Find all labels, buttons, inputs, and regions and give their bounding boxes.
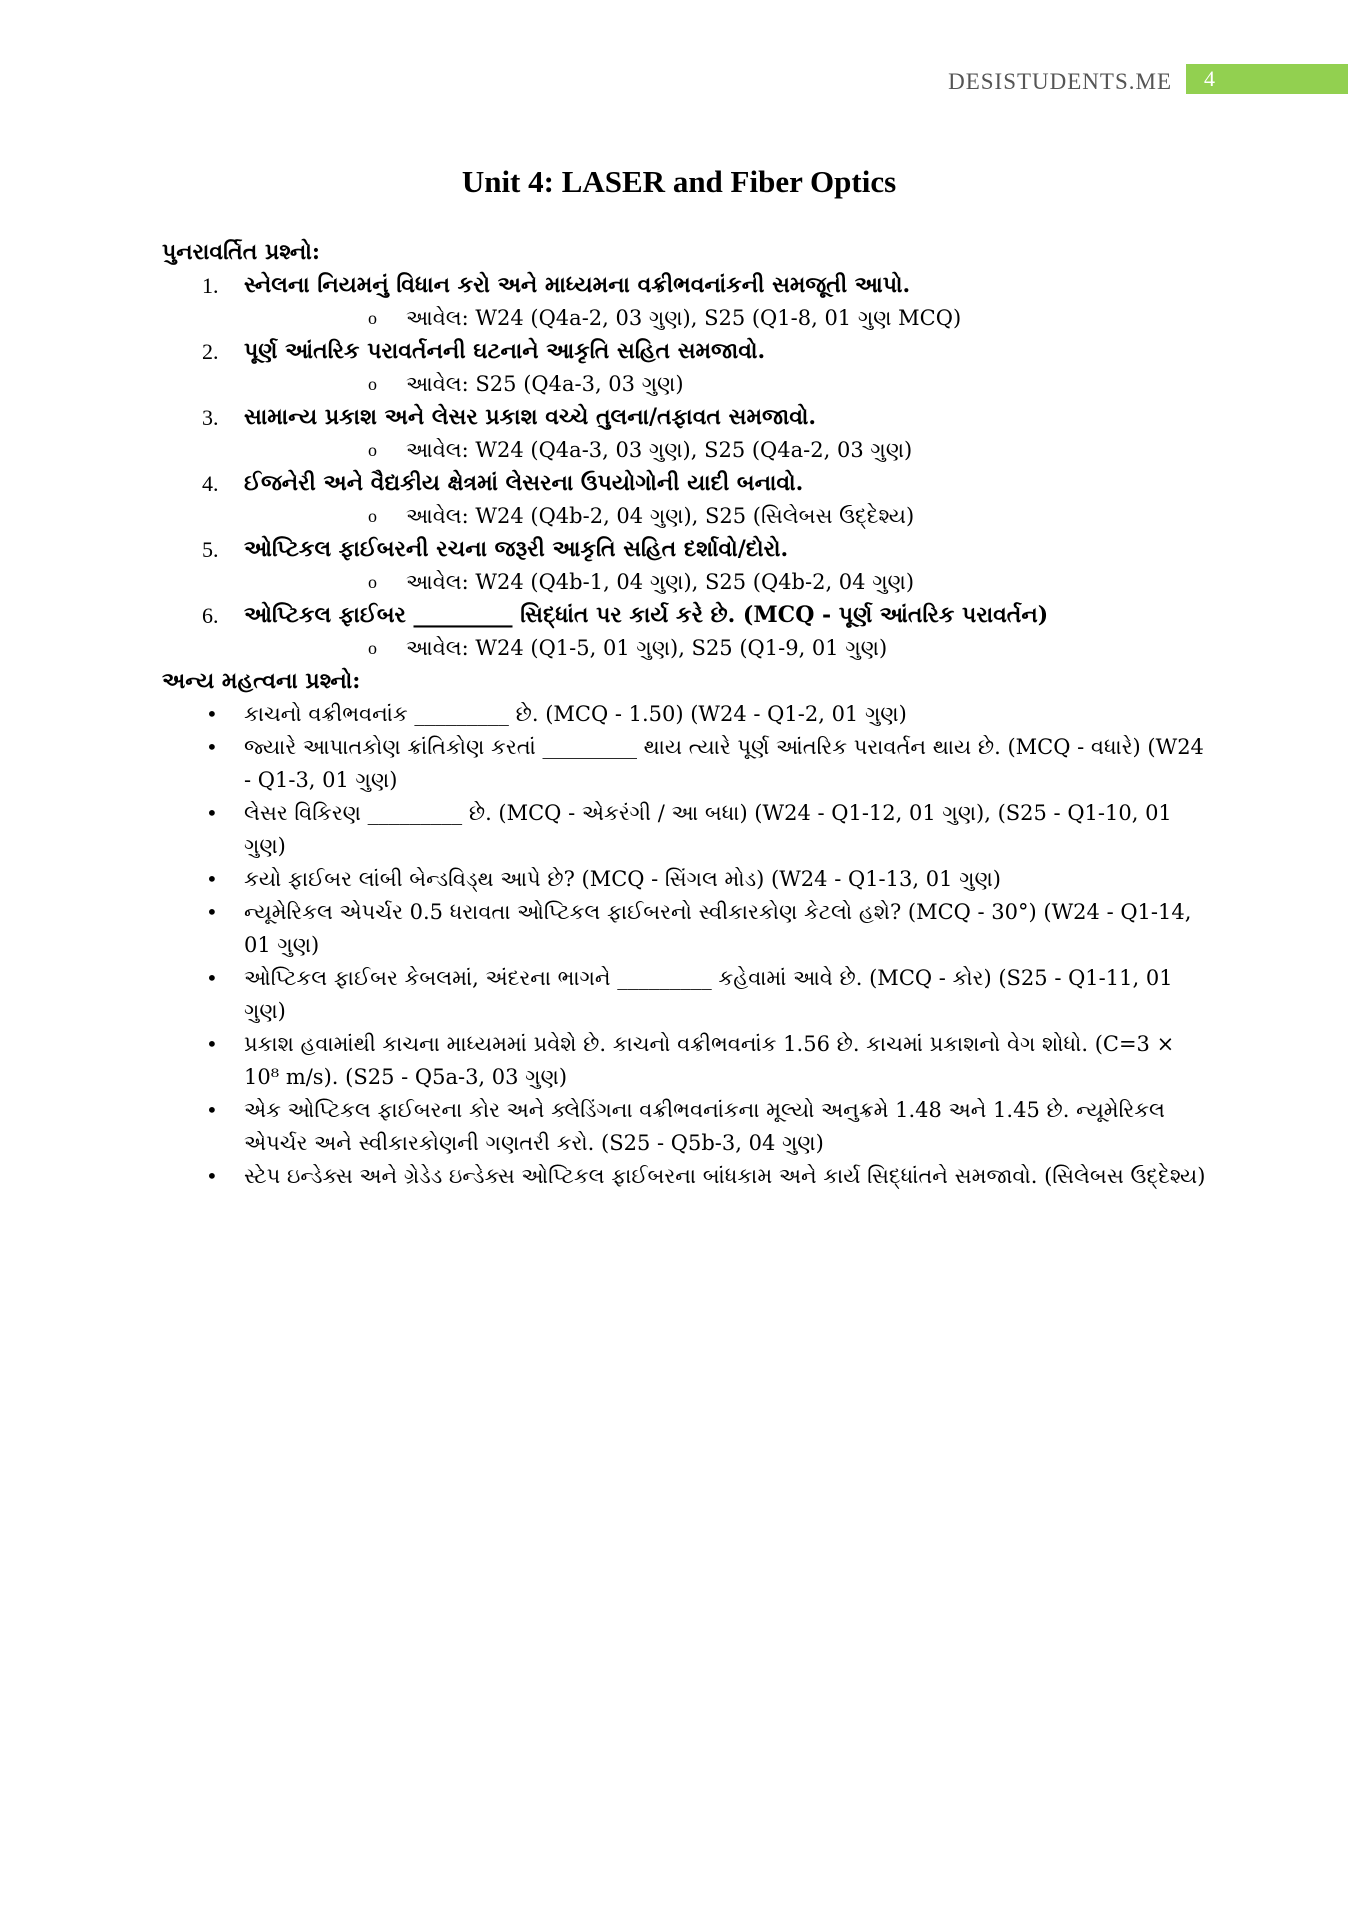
list-item-text: એક ઓપ્ટિકલ ફાઈબરના કોર અને ક્લેડિંગના વક્રીભવનાંકના મૂલ્યો અનુક્રમે 1.48 અને 1.45 છે. ન્યૂમેરિકલ એપર્ચર અને સ્વીકારકોણની ગણતરી કરો. (S25 - Q5b-3, 04 ગુણ) — [244, 1098, 1165, 1155]
question-item — [162, 599, 1212, 665]
repeated-questions-heading: પુનરાવર્તિત પ્રશ્નો: — [162, 239, 320, 265]
circle-bullet-icon: o — [368, 572, 377, 592]
list-item — [162, 797, 1212, 863]
question-source — [244, 500, 1212, 533]
list-item-text: કયો ફાઈબર લાંબી બેન્ડવિડ્થ આપે છે? (MCQ - સિંગલ મોડ) (W24 - Q1-13, 01 ગુણ) — [244, 867, 1001, 891]
question-number: 6. — [202, 603, 219, 628]
list-item — [162, 1160, 1212, 1193]
list-item-text: કાચનો વક્રીભવનાંક _________ છે. (MCQ - 1.50) (W24 - Q1-2, 01 ગુણ) — [244, 702, 907, 726]
list-item — [162, 1028, 1212, 1094]
bullet-icon: • — [206, 1032, 218, 1056]
question-item — [162, 401, 1212, 467]
source-text: આવેલ: W24 (Q1-5, 01 ગુણ), S25 (Q1-9, 01 ગુણ) — [406, 636, 888, 660]
question-text: સામાન્ય પ્રકાશ અને લેસર પ્રકાશ વચ્ચે તુલના/તફાવત સમજાવો. — [244, 404, 817, 430]
question-source — [244, 368, 1212, 401]
question-item — [162, 269, 1212, 335]
list-item — [162, 698, 1212, 731]
question-item — [162, 467, 1212, 533]
question-number: 1. — [202, 273, 219, 298]
question-number: 5. — [202, 537, 219, 562]
question-text: સ્નેલના નિયમનું વિધાન કરો અને માધ્યમના વક્રીભવનાંકની સમજૂતી આપો. — [244, 272, 911, 298]
circle-bullet-icon: o — [368, 506, 377, 526]
site-name: DESISTUDENTS.ME — [948, 69, 1172, 94]
question-source — [244, 632, 1212, 665]
list-item-text: ઓપ્ટિકલ ફાઈબર કેબલમાં, અંદરના ભાગને _________ કહેવામાં આવે છે. (MCQ - કોર) (S25 - Q1-11, 01 ગુણ) — [244, 966, 1173, 1023]
list-item-text: જ્યારે આપાતકોણ ક્રાંતિકોણ કરતાં _________ થાય ત્યારે પૂર્ણ આંતરિક પરાવર્તન થાય છે. (MCQ - વધારે) (W24 - Q1-3, 01 ગુણ) — [244, 735, 1204, 792]
list-item-text: પ્રકાશ હવામાંથી કાચના માધ્યમમાં પ્રવેશે છે. કાચનો વક્રીભવનાંક 1.56 છે. કાચમાં પ્રકાશનો વેગ શોધો. (C=3 × 10⁸ m/s). (S25 - Q5a-3, 03 ગુણ) — [244, 1032, 1175, 1089]
question-number: 4. — [202, 471, 219, 496]
list-item — [162, 1094, 1212, 1160]
bullet-icon: • — [206, 867, 218, 891]
circle-bullet-icon: o — [368, 308, 377, 328]
document-body — [162, 236, 1212, 1193]
bullet-icon: • — [206, 1098, 218, 1122]
source-text: આવેલ: W24 (Q4a-3, 03 ગુણ), S25 (Q4a-2, 03 ગુણ) — [406, 438, 913, 462]
question-source — [244, 302, 1212, 335]
circle-bullet-icon: o — [368, 440, 377, 460]
circle-bullet-icon: o — [368, 374, 377, 394]
question-text: ઓપ્ટિકલ ફાઈબર _________ સિદ્ધાંત પર કાર્ય કરે છે. (MCQ - પૂર્ણ આંતરિક પરાવર્તન) — [244, 602, 1049, 628]
bullet-icon: • — [206, 702, 218, 726]
question-text: ઓપ્ટિકલ ફાઈબરની રચના જરૂરી આકૃતિ સહિત દર્શાવો/દોરો. — [244, 536, 789, 562]
source-text: આવેલ: S25 (Q4a-3, 03 ગુણ) — [406, 372, 684, 396]
list-item — [162, 863, 1212, 896]
question-source — [244, 434, 1212, 467]
question-source — [244, 566, 1212, 599]
question-text: ઈજનેરી અને વૈદ્યકીય ક્ષેત્રમાં લેસરના ઉપયોગોની યાદી બનાવો. — [244, 470, 804, 496]
list-item-text: ન્યૂમેરિકલ એપર્ચર 0.5 ધરાવતા ઓપ્ટિકલ ફાઈબરનો સ્વીકારકોણ કેટલો હશે? (MCQ - 30°) (W24 - Q1-14, 01 ગુણ) — [244, 900, 1192, 957]
repeated-questions-list — [162, 269, 1212, 665]
circle-bullet-icon: o — [368, 638, 377, 658]
list-item-text: લેસર વિકિરણ _________ છે. (MCQ - એકરંગી / આ બધા) (W24 - Q1-12, 01 ગુણ), (S25 - Q1-10, 01 ગુણ) — [244, 801, 1172, 858]
list-item — [162, 962, 1212, 1028]
other-questions-list — [162, 698, 1212, 1193]
list-item — [162, 731, 1212, 797]
question-item — [162, 335, 1212, 401]
list-item-text: સ્ટેપ ઇન્ડેક્સ અને ગ્રેડેડ ઇન્ડેક્સ ઓપ્ટિકલ ફાઈબરના બાંધકામ અને કાર્ય સિદ્ધાંતને સમજાવો. (સિલેબસ ઉદ્દેશ્ય) — [244, 1164, 1206, 1188]
source-text: આવેલ: W24 (Q4b-1, 04 ગુણ), S25 (Q4b-2, 04 ગુણ) — [406, 570, 915, 594]
bullet-icon: • — [206, 801, 218, 825]
question-item — [162, 533, 1212, 599]
bullet-icon: • — [206, 735, 218, 759]
page-title: Unit 4: LASER and Fiber Optics — [461, 164, 897, 199]
bullet-icon: • — [206, 900, 218, 924]
other-questions-heading: અન્ય મહત્વના પ્રશ્નો: — [162, 668, 361, 694]
question-text: પૂર્ણ આંતરિક પરાવર્તનની ઘટનાને આકૃતિ સહિત સમજાવો. — [244, 338, 766, 364]
bullet-icon: • — [206, 1164, 218, 1188]
source-text: આવેલ: W24 (Q4b-2, 04 ગુણ), S25 (સિલેબસ ઉદ્દેશ્ય) — [406, 504, 915, 528]
list-item — [162, 896, 1212, 962]
question-number: 3. — [202, 405, 219, 430]
page-header — [0, 64, 1358, 96]
bullet-icon: • — [206, 966, 218, 990]
question-number: 2. — [202, 339, 219, 364]
source-text: આવેલ: W24 (Q4a-2, 03 ગુણ), S25 (Q1-8, 01 ગુણ MCQ) — [406, 306, 962, 330]
page-number: 4 — [1186, 64, 1348, 94]
